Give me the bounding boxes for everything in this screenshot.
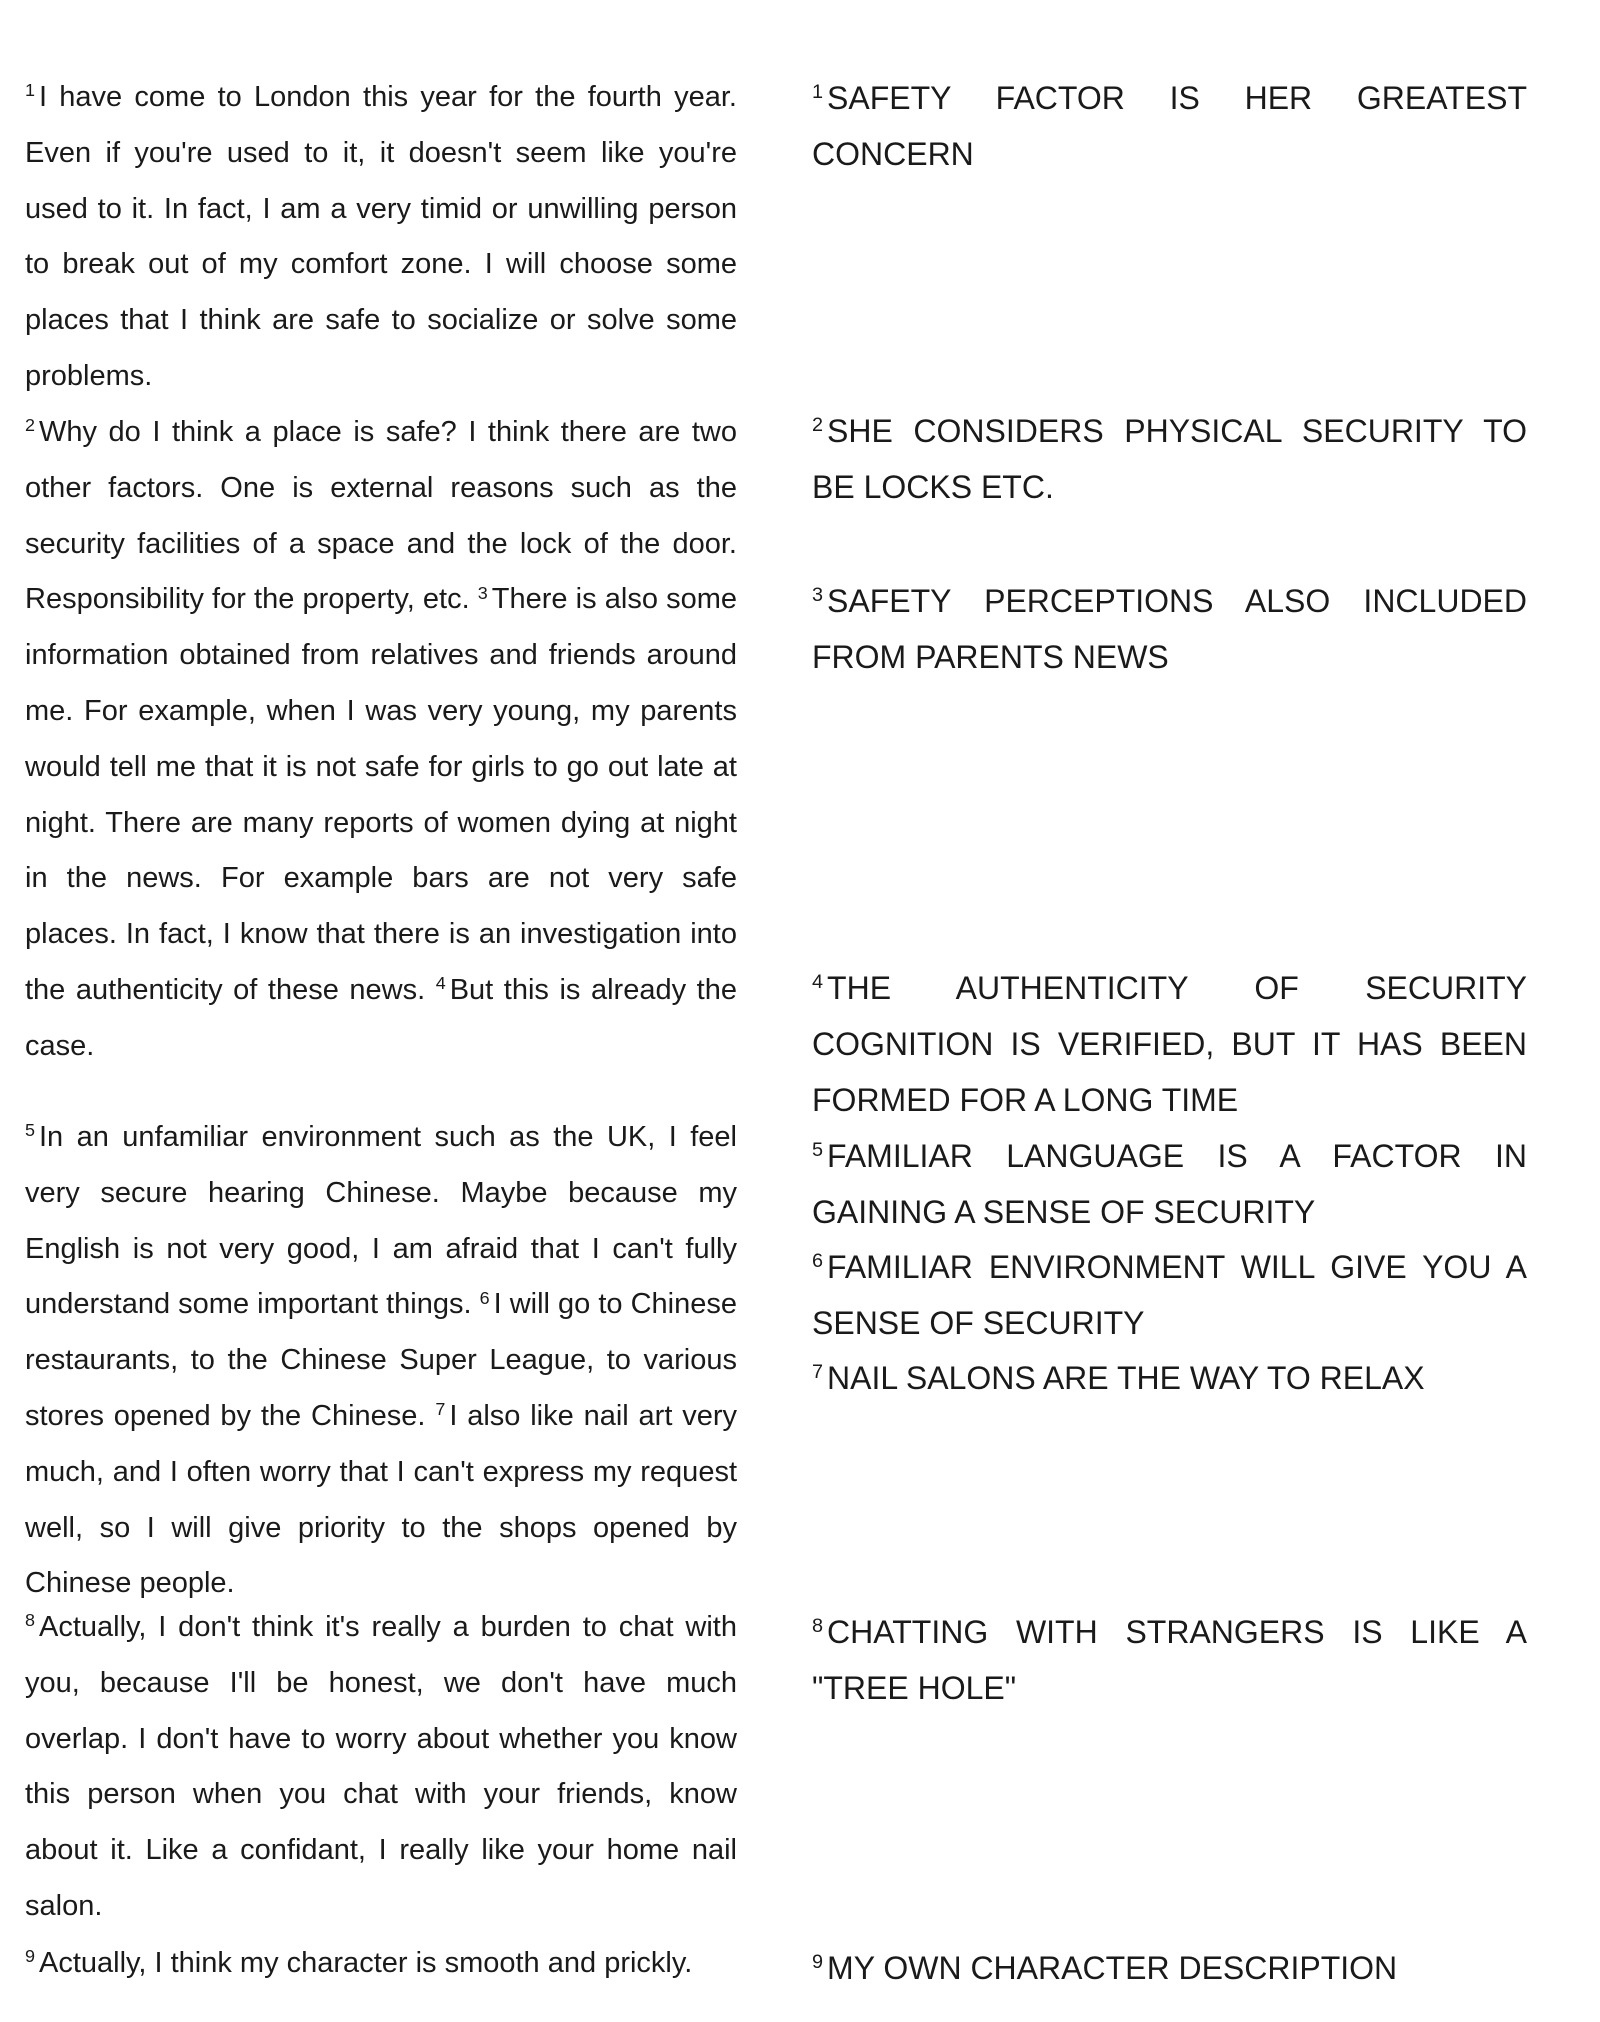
code-marker: 3 bbox=[812, 584, 824, 607]
footnote-marker: 3 bbox=[477, 582, 488, 603]
code-7 bbox=[812, 1350, 1527, 1406]
code-marker: 6 bbox=[812, 1250, 824, 1273]
transcript-text: Actually, I don't think it's really a burden to chat with you, because I'll be honest, we don't have much overlap. I don't have to worry about whether you know this person when you chat with your friends, know about it. Like a confidant, I really like your home nail salon. bbox=[25, 1611, 737, 1922]
code-3 bbox=[812, 573, 1527, 685]
transcript-text: In an unfamiliar environment such as the UK, I feel very secure hearing Chinese. Maybe because my English is not very good, I am afraid that I can't fully understand some important things. bbox=[25, 1121, 737, 1321]
transcript-text: There is also some information obtained from relatives and friends around me. For example, when I was very young, my parents would tell me that it is not safe for girls to go out late at night. There are many reports of women dying at night in the news. For example bars are not very safe places. In fact, I know that there is an investigation into the authenticity of these news. bbox=[25, 583, 737, 1006]
transcript-text: Actually, I think my character is smooth and prickly. bbox=[39, 1947, 693, 1979]
footnote-marker: 6 bbox=[479, 1287, 490, 1308]
transcript-paragraph-5 bbox=[25, 1110, 737, 1612]
code-text: FAMILIAR LANGUAGE IS A FACTOR IN GAINING A SENSE OF SECURITY bbox=[812, 1138, 1527, 1230]
code-2 bbox=[812, 403, 1527, 515]
transcript-text: I also like nail art very much, and I often worry that I can't express my request well, so I will give priority to the shops opened by Chinese people. bbox=[25, 1399, 738, 1600]
footnote-marker: 1 bbox=[25, 80, 35, 101]
code-text: THE AUTHENTICITY OF SECURITY COGNITION IS VERIFIED, BUT IT HAS BEEN FORMED FOR A LONG TIME bbox=[812, 970, 1527, 1118]
code-marker: 1 bbox=[812, 81, 824, 104]
code-text: SAFETY FACTOR IS HER GREATEST CONCERN bbox=[812, 80, 1527, 172]
transcript-text: But this is already the case. bbox=[25, 973, 737, 1062]
code-6 bbox=[812, 1239, 1527, 1351]
footnote-marker: 7 bbox=[435, 1399, 446, 1420]
code-text: SAFETY PERCEPTIONS ALSO INCLUDED FROM PARENTS NEWS bbox=[812, 583, 1527, 675]
transcript-paragraph-1 bbox=[25, 70, 737, 405]
code-marker: 9 bbox=[812, 1951, 824, 1974]
code-marker: 4 bbox=[812, 971, 824, 994]
code-text: CHATTING WITH STRANGERS IS LIKE A "TREE HOLE" bbox=[812, 1614, 1527, 1706]
footnote-marker: 4 bbox=[435, 973, 446, 994]
footnote-marker: 8 bbox=[25, 1610, 35, 1631]
transcript-paragraph-8 bbox=[25, 1600, 737, 1935]
footnote-marker: 5 bbox=[25, 1120, 35, 1141]
code-8 bbox=[812, 1604, 1527, 1716]
code-4 bbox=[812, 960, 1527, 1128]
code-text: FAMILIAR ENVIRONMENT WILL GIVE YOU A SENSE OF SECURITY bbox=[812, 1249, 1527, 1341]
code-marker: 5 bbox=[812, 1139, 824, 1162]
transcript-paragraph-9 bbox=[25, 1936, 737, 1992]
code-text: SHE CONSIDERS PHYSICAL SECURITY TO BE LOCKS ETC. bbox=[812, 413, 1527, 505]
code-marker: 8 bbox=[812, 1615, 824, 1638]
transcript-paragraph-2 bbox=[25, 405, 737, 1075]
transcript-text: I have come to London this year for the fourth year. Even if you're used to it, it doesn't seem like you're used to it. In fact, I am a very timid or unwilling person to break out of my comfort zone. I will choose some places that I think are safe to socialize or solve some problems. bbox=[25, 81, 737, 392]
footnote-marker: 2 bbox=[25, 415, 35, 436]
code-text: MY OWN CHARACTER DESCRIPTION bbox=[827, 1950, 1398, 1986]
code-text: NAIL SALONS ARE THE WAY TO RELAX bbox=[827, 1360, 1425, 1396]
code-1 bbox=[812, 70, 1527, 182]
code-marker: 2 bbox=[812, 414, 824, 437]
code-5 bbox=[812, 1128, 1527, 1240]
footnote-marker: 9 bbox=[25, 1946, 35, 1967]
code-marker: 7 bbox=[812, 1361, 824, 1384]
transcript-text: Why do I think a place is safe? I think there are two other factors. One is external reasons such as the security facilities of a space and the lock of the door. Responsibility for the property, etc. bbox=[25, 416, 737, 616]
code-9 bbox=[812, 1940, 1527, 1996]
transcript-text: I will go to Chinese restaurants, to the Chinese Super League, to various stores opened by the Chinese. bbox=[25, 1288, 737, 1432]
